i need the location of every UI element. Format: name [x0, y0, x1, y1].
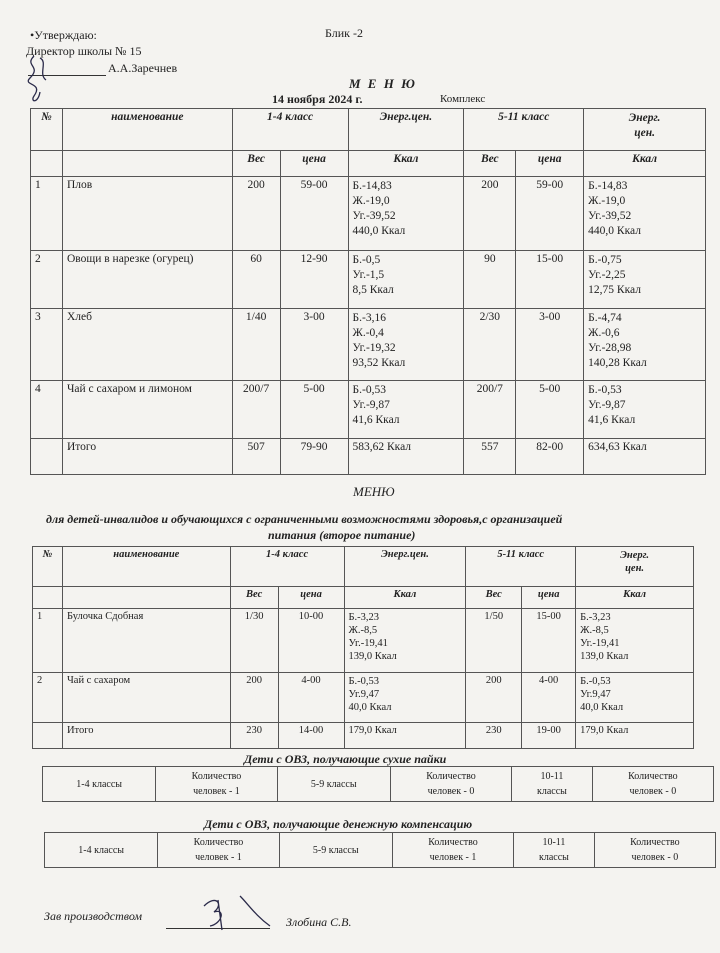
col-grade2: 5-11 класс — [464, 109, 584, 151]
row-weight2: 200 — [466, 673, 522, 723]
subhead-kcal1: Ккал — [348, 151, 464, 177]
total-price1: 14-00 — [278, 723, 344, 749]
money-cell: Количество человек - 0 — [594, 833, 715, 868]
row-num: 2 — [33, 673, 63, 723]
table-row — [31, 381, 706, 439]
row-energy1: Б.-0,5 Уг.-1,5 8,5 Ккал — [348, 251, 464, 309]
footer-role: Зав производством — [44, 909, 143, 923]
row-energy1: Б.-14,83 Ж.-19,0 Уг.-39,52 440,0 Ккал — [348, 177, 464, 251]
row-price1: 59-00 — [280, 177, 348, 251]
subhead-weight1: Вес — [230, 587, 278, 609]
row-price2: 4-00 — [522, 673, 576, 723]
menu-date: 14 ноября 2024 г. — [272, 92, 363, 106]
subhead-price1: цена — [278, 587, 344, 609]
col-name: наименование — [62, 547, 230, 587]
money-cell: Количество человек - 1 — [392, 833, 513, 868]
director-signature — [20, 52, 60, 108]
row-weight2: 1/50 — [466, 609, 522, 673]
dry-cell: Количество человек - 0 — [390, 767, 511, 802]
col-num: № — [31, 109, 63, 151]
row-name: Плов — [62, 177, 232, 251]
row-energy2: Б.-4,74 Ж.-0,6 Уг.-28,98 140,28 Ккал — [584, 309, 706, 381]
col-grade1: 1-4 класс — [230, 547, 344, 587]
count-row — [45, 833, 716, 868]
menu2-subtitle-2: питания (второе питание) — [268, 528, 416, 542]
footer-signature — [196, 890, 276, 934]
approve-label: •Утверждаю: — [30, 28, 97, 42]
col-energy1: Энерг.цен. — [348, 109, 464, 151]
row-name: Хлеб — [62, 309, 232, 381]
total-empty — [33, 723, 63, 749]
row-weight1: 200/7 — [232, 381, 280, 439]
total-label: Итого — [62, 723, 230, 749]
footer-name: Злобина С.В. — [286, 915, 352, 929]
director-label: Директор школы № 15 — [26, 44, 142, 58]
menu2-title: МЕНЮ — [353, 484, 395, 499]
row-energy1: Б.-0,53 Уг.-9,87 41,6 Ккал — [348, 381, 464, 439]
row-price1: 5-00 — [280, 381, 348, 439]
col-energy2: Энерг. цен. — [576, 547, 694, 587]
money-cell: 5-9 классы — [279, 833, 392, 868]
row-energy2: Б.-0,75 Уг.-2,25 12,75 Ккал — [584, 251, 706, 309]
row-weight2: 200 — [464, 177, 516, 251]
total-weight2: 557 — [464, 439, 516, 475]
row-price2: 15-00 — [516, 251, 584, 309]
subhead-weight1: Вес — [232, 151, 280, 177]
row-weight2: 2/30 — [464, 309, 516, 381]
subhead-kcal2: Ккал — [584, 151, 706, 177]
director-name: А.А.Заречнев — [108, 61, 178, 75]
subhead-price2: цена — [516, 151, 584, 177]
col-energy1: Энерг.цен. — [344, 547, 466, 587]
row-price1: 3-00 — [280, 309, 348, 381]
row-weight1: 200 — [232, 177, 280, 251]
money-cell: 10-11 классы — [514, 833, 595, 868]
row-num: 4 — [31, 381, 63, 439]
money-cell: 1-4 классы — [45, 833, 158, 868]
menu-title: М Е Н Ю — [349, 76, 417, 91]
col-name: наименование — [62, 109, 232, 151]
table-row — [31, 177, 706, 251]
row-price2: 59-00 — [516, 177, 584, 251]
total-price2: 82-00 — [516, 439, 584, 475]
total-label: Итого — [62, 439, 232, 475]
row-price1: 4-00 — [278, 673, 344, 723]
col-num: № — [33, 547, 63, 587]
total-energy2: 179,0 Ккал — [576, 723, 694, 749]
table-row — [33, 673, 694, 723]
money-table — [44, 832, 716, 868]
row-price2: 3-00 — [516, 309, 584, 381]
col-grade2: 5-11 класс — [466, 547, 576, 587]
row-price2: 15-00 — [522, 609, 576, 673]
row-num: 3 — [31, 309, 63, 381]
menu-table — [30, 108, 706, 475]
row-weight1: 200 — [230, 673, 278, 723]
total-row — [31, 439, 706, 475]
row-name: Чай с сахаром — [62, 673, 230, 723]
row-energy1: Б.-3,23 Ж.-8,5 Уг.-19,41 139,0 Ккал — [344, 609, 466, 673]
dry-cell: Количество человек - 1 — [156, 767, 277, 802]
row-num: 1 — [31, 177, 63, 251]
subhead-price1: цена — [280, 151, 348, 177]
row-name: Овощи в нарезке (огурец) — [62, 251, 232, 309]
row-price1: 10-00 — [278, 609, 344, 673]
row-energy2: Б.-3,23 Ж.-8,5 Уг.-19,41 139,0 Ккал — [576, 609, 694, 673]
row-weight1: 1/30 — [230, 609, 278, 673]
dry-title: Дети с ОВЗ, получающие сухие пайки — [244, 752, 447, 766]
row-weight1: 1/40 — [232, 309, 280, 381]
subhead-empty — [31, 151, 63, 177]
total-weight1: 507 — [232, 439, 280, 475]
table-row — [31, 251, 706, 309]
total-price1: 79-90 — [280, 439, 348, 475]
total-weight2: 230 — [466, 723, 522, 749]
total-price2: 19-00 — [522, 723, 576, 749]
subhead-empty — [62, 587, 230, 609]
row-name: Булочка Сдобная — [62, 609, 230, 673]
row-energy2: Б.-0,53 Уг.9,47 40,0 Ккал — [576, 673, 694, 723]
menu2-table — [32, 546, 694, 749]
total-row — [33, 723, 694, 749]
table-row — [31, 309, 706, 381]
kompleks-label: Комплекс — [440, 93, 486, 105]
subhead-kcal1: Ккал — [344, 587, 466, 609]
dry-cell: 5-9 классы — [277, 767, 390, 802]
total-weight1: 230 — [230, 723, 278, 749]
dry-table — [42, 766, 714, 802]
total-energy1: 583,62 Ккал — [348, 439, 464, 475]
col-energy2: Энерг. цен. — [584, 109, 706, 151]
subhead-kcal2: Ккал — [576, 587, 694, 609]
total-energy2: 634,63 Ккал — [584, 439, 706, 475]
row-energy1: Б.-3,16 Ж.-0,4 Уг.-19,32 93,52 Ккал — [348, 309, 464, 381]
subhead-empty — [33, 587, 63, 609]
dry-cell: 1-4 классы — [43, 767, 156, 802]
subhead-price2: цена — [522, 587, 576, 609]
money-cell: Количество человек - 1 — [158, 833, 279, 868]
dry-cell: Количество человек - 0 — [592, 767, 713, 802]
menu2-subtitle: для детей-инвалидов и обучающихся с ограниченными возможностями здоровья,с организацией — [46, 512, 563, 526]
table-row — [33, 609, 694, 673]
total-empty — [31, 439, 63, 475]
row-name: Чай с сахаром и лимоном — [62, 381, 232, 439]
subhead-weight2: Вес — [466, 587, 522, 609]
row-weight2: 90 — [464, 251, 516, 309]
row-energy2: Б.-0,53 Уг.-9,87 41,6 Ккал — [584, 381, 706, 439]
dry-cell: 10-11 классы — [512, 767, 593, 802]
col-grade1: 1-4 класс — [232, 109, 348, 151]
money-title: Дети с ОВЗ, получающие денежную компенсацию — [204, 817, 473, 831]
subhead-weight2: Вес — [464, 151, 516, 177]
total-energy1: 179,0 Ккал — [344, 723, 466, 749]
row-num: 2 — [31, 251, 63, 309]
row-price1: 12-90 — [280, 251, 348, 309]
row-weight1: 60 — [232, 251, 280, 309]
subhead-empty — [62, 151, 232, 177]
row-price2: 5-00 — [516, 381, 584, 439]
row-weight2: 200/7 — [464, 381, 516, 439]
row-energy1: Б.-0,53 Уг.9,47 40,0 Ккал — [344, 673, 466, 723]
row-energy2: Б.-14,83 Ж.-19,0 Уг.-39,52 440,0 Ккал — [584, 177, 706, 251]
count-row — [43, 767, 714, 802]
row-num: 1 — [33, 609, 63, 673]
blank-label: Блик -2 — [325, 26, 363, 40]
